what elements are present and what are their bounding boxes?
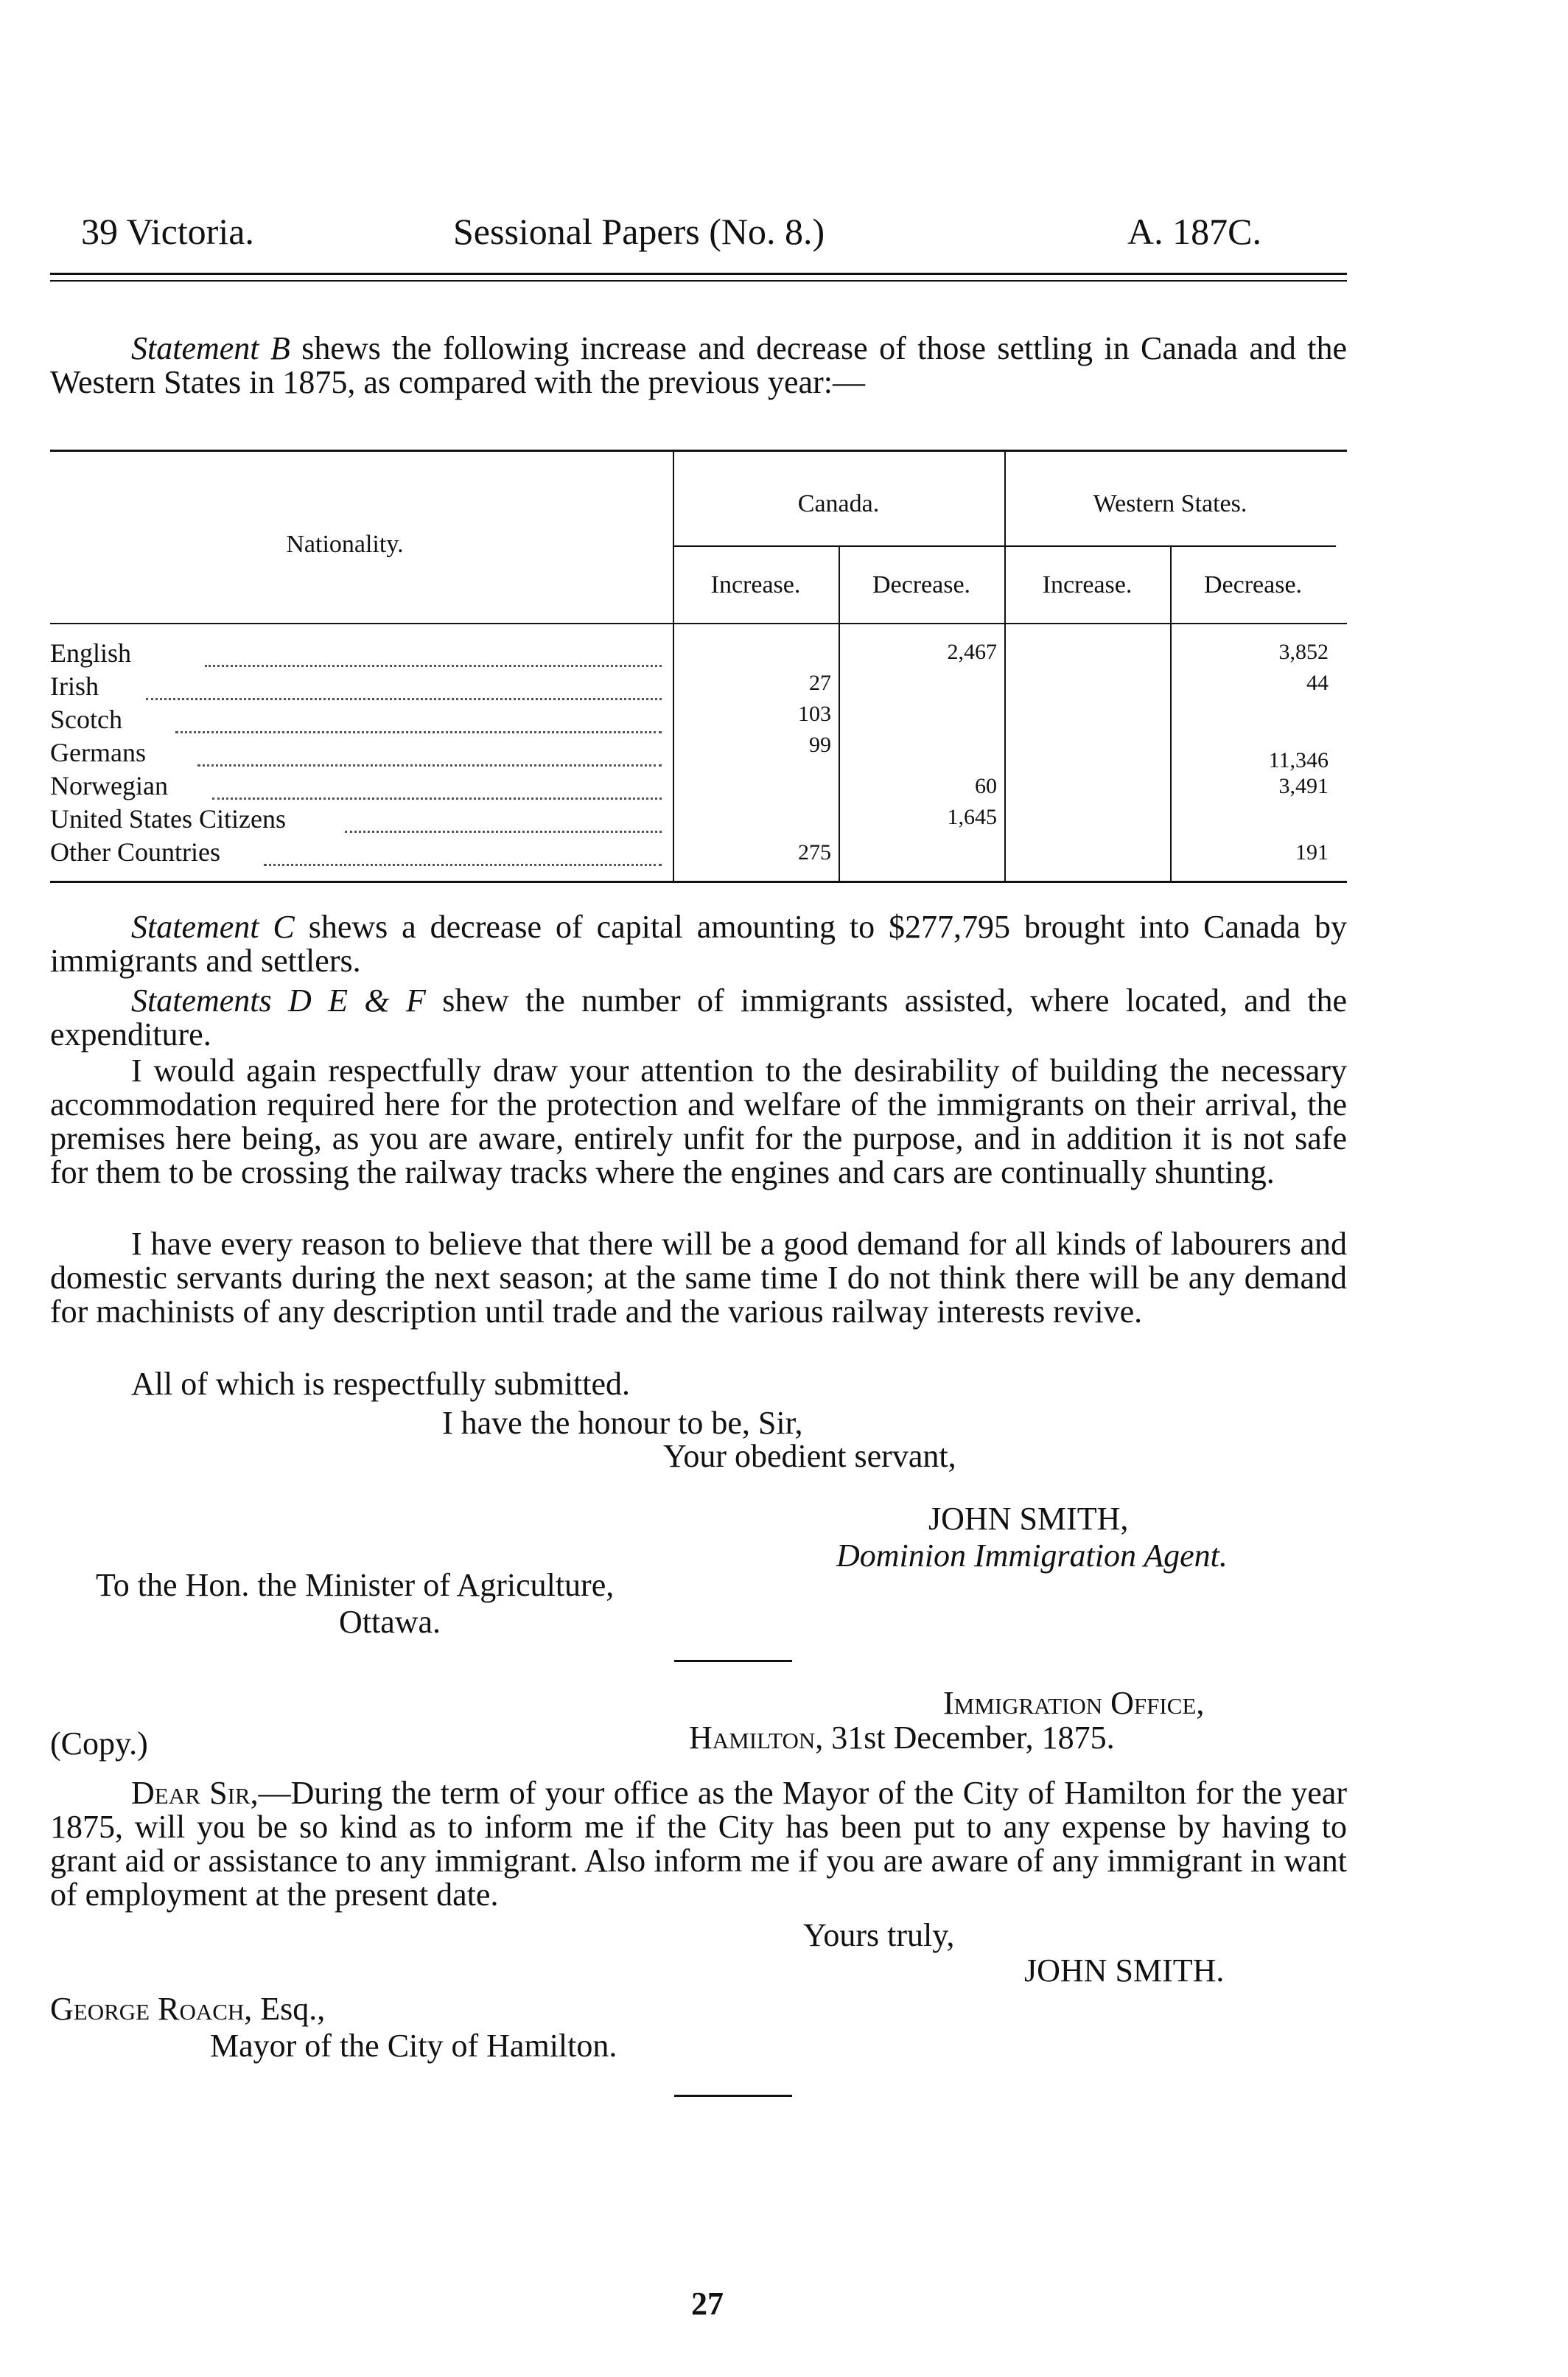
subheader-western-decrease: Decrease. <box>1203 571 1303 598</box>
header-left: 39 Victoria. <box>81 211 254 252</box>
row-label: Germans <box>50 738 146 767</box>
closing-honour: I have the honour to be, Sir, <box>442 1405 803 1441</box>
intro-lead: Statement B <box>131 330 290 366</box>
paragraph-statements-def <box>50 984 1347 1052</box>
leader-dots <box>205 665 662 667</box>
header-center: Sessional Papers (No. 8.) <box>453 211 825 252</box>
signature-name: JOHN SMITH, <box>928 1501 1129 1537</box>
header-right: A. 187C. <box>1127 211 1261 252</box>
page-number: 27 <box>691 2286 724 2322</box>
letter-place-date <box>689 1719 1115 1756</box>
group-header-western: Western States. <box>1093 490 1247 517</box>
recipient-suffix: , Esq., <box>244 1991 326 2027</box>
leader-dots <box>212 797 662 800</box>
paragraph-statement-c <box>50 910 1347 978</box>
p1-lead: Statement C <box>131 909 295 945</box>
cell-canada-decrease: 1,645 <box>947 805 997 829</box>
leader-dots <box>345 831 662 833</box>
cell-western-decrease: 44 <box>1306 671 1329 695</box>
letter-body-text: —During the term of your office as the Mayor of the City of Hamilton for the year 1875, will you be so kind as to inform me if the City has been put to any expense by having to grant aid or assistance to any immigrant. Also inform me if you are aware of any immigrant in want of employment at the present date. <box>50 1775 1347 1913</box>
cell-western-decrease: 191 <box>1295 840 1329 865</box>
paragraph-submitted: All of which is respectfully submitted. <box>131 1366 630 1402</box>
copy-label: (Copy.) <box>50 1725 148 1762</box>
section-divider <box>674 1660 792 1662</box>
p2-text: shew the number of immigrants assisted, where located, and the expenditure. <box>50 982 1347 1053</box>
letter-recipient <box>50 1990 325 2028</box>
letter-body <box>50 1776 1347 1912</box>
addressee-line-2: Ottawa. <box>339 1604 441 1640</box>
cell-western-decrease: 11,346 <box>1268 748 1329 772</box>
letter-signer: JOHN SMITH. <box>1024 1952 1225 1989</box>
leader-dots <box>175 731 662 733</box>
row-label: English <box>50 638 132 668</box>
signature-title: Dominion Immigration Agent. <box>836 1537 1228 1574</box>
intro-text: shews the following increase and decrease of those settling in Canada and the Western States in 1875, as compared with the previous year:— <box>50 330 1348 400</box>
row-label: Scotch <box>50 705 122 734</box>
cell-canada-increase: 103 <box>798 702 831 726</box>
subheader-canada-decrease: Decrease. <box>872 571 971 598</box>
paragraph-demand: I have every reason to believe that there will be a good demand for all kinds of labourers and domestic servants during the next season; at the same time I do not think there will be any demand for machinists of any description until trade and the various railway interests revive. <box>50 1226 1347 1330</box>
letter-salutation: Dear Sir, <box>131 1775 259 1811</box>
p1-text: shews a decrease of capital amounting to $277,795 brought into Canada by immigrants and settlers. <box>50 909 1347 979</box>
cell-western-decrease: 3,491 <box>1278 774 1329 798</box>
leader-dots <box>197 764 662 767</box>
subheader-canada-increase: Increase. <box>710 571 801 598</box>
subheader-western-increase: Increase. <box>1042 571 1133 598</box>
letter-yours: Yours truly, <box>803 1917 955 1953</box>
leader-dots <box>146 698 662 700</box>
recipient-name: George Roach <box>50 1991 245 2027</box>
p2-lead: Statements D E & F <box>131 982 426 1019</box>
closing-servant: Your obedient servant, <box>663 1438 956 1474</box>
cell-canada-increase: 99 <box>809 733 831 757</box>
letter-place: Hamilton, <box>689 1720 824 1756</box>
cell-canada-decrease: 2,467 <box>947 640 997 664</box>
table-bottom-rule <box>50 881 1347 883</box>
row-label: Other Countries <box>50 837 220 867</box>
header-rule-top <box>50 273 1347 275</box>
row-label: United States Citizens <box>50 804 286 834</box>
table-header-rule <box>50 623 1347 624</box>
cell-canada-increase: 275 <box>798 840 831 865</box>
row-label: Norwegian <box>50 771 168 800</box>
addressee-line-1: To the Hon. the Minister of Agriculture, <box>96 1567 615 1603</box>
group-header-canada: Canada. <box>797 490 880 517</box>
section-divider <box>674 2095 792 2097</box>
row-label: Irish <box>50 671 99 701</box>
intro-paragraph <box>50 332 1347 399</box>
letter-office: Immigration Office, <box>943 1685 1205 1721</box>
recipient-title: Mayor of the City of Hamilton. <box>210 2028 617 2064</box>
statement-table <box>50 450 1347 884</box>
paragraph-accommodation: I would again respectfully draw your attention to the desirability of building the necessary accommodation required here for the protection and welfare of the immigrants on their arrival, the premises here being, as you are aware, entirely unfit for the purpose, and in addition it is not safe for them to be crossing the railway tracks where the engines and cars are continually shunting. <box>50 1053 1347 1190</box>
col-header-nationality: Nationality. <box>286 531 404 558</box>
cell-western-decrease: 3,852 <box>1278 640 1329 664</box>
letter-date: 31st December, 1875. <box>823 1720 1115 1756</box>
header-rule-bottom <box>50 280 1347 282</box>
leader-dots <box>264 864 662 866</box>
table-top-rule <box>50 450 1347 452</box>
cell-canada-increase: 27 <box>809 671 831 695</box>
cell-canada-decrease: 60 <box>975 774 997 798</box>
